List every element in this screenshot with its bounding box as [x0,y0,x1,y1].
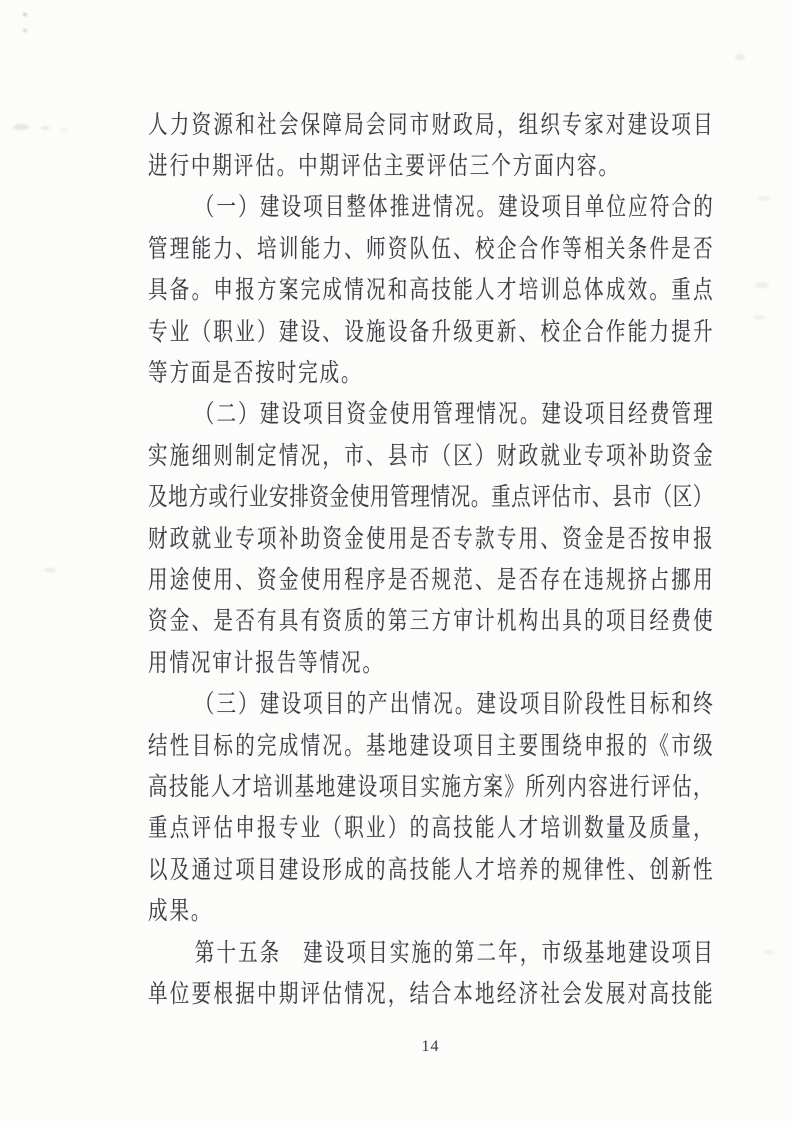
scan-speck [40,126,50,130]
text-line: 结 性 目 标 的 完 成 情 况 。 基 地 建 设 项 目 主 要 围 绕 申 报 的 《 市 级 [148,732,713,760]
text-line: 用情况审计报告等情况。 [148,649,384,677]
text-line: 高 技 能 人 才 培 训 基 地 建 设 项 目 实 施 方 案 》 所 列 内 容 进 行 评 估 ， [148,773,713,801]
text-line: （ 一 ） 建 设 项 目 整 体 推 进 情 况 。 建 设 项 目 单 位 应 符 合 的 [194,194,713,222]
text-line: 人 力 资 源 和 社 会 保 障 局 会 同 市 财 政 局 ， 组 织 专 家 对 建 设 项 目 [148,111,713,139]
text-line: 等方面是否按时完成。 [148,360,363,388]
text-line: 财 政 就 业 专 项 补 助 资 金 使 用 是 否 专 款 专 用 、 资 金 是 否 按 申 报 [148,525,713,553]
text-line: （ 三 ） 建 设 项 目 的 产 出 情 况 。 建 设 项 目 阶 段 性 目 标 和 终 [194,691,713,719]
scan-speck [13,124,29,130]
text-line: 以 及 通 过 项 目 建 设 形 成 的 高 技 能 人 才 培 养 的 规 律 性 、 创 新 性 [148,856,713,884]
scan-speck [23,29,27,32]
text-line: 成果。 [148,898,213,926]
text-line: 重 点 评 估 申 报 专 业 （ 职 业 ） 的 高 技 能 人 才 培 训 数 量 及 质 量 ， [148,815,713,843]
text-line: 及 地 方 或 行 业 安 排 资 金 使 用 管 理 情 况 。 重 点 评 估 市 、 县 市 （ 区 ） [148,484,713,512]
text-line: （ 二 ） 建 设 项 目 资 金 使 用 管 理 情 况 。 建 设 项 目 经 费 管 理 [194,401,713,429]
document-body-text [148,102,793,1013]
scan-speck [735,54,745,60]
text-line: 用 途 使 用 、 资 金 使 用 程 序 是 否 规 范 、 是 否 存 在 违 规 挤 占 挪 用 [148,566,713,594]
text-line: 管 理 能 力 、 培 训 能 力 、 师 资 队 伍 、 校 企 合 作 等 相 关 条 件 是 否 [148,235,713,263]
text-line: 专 业 （ 职 业 ） 建 设 、 设 施 设 备 升 级 更 新 、 校 企 合 作 能 力 提 升 [148,318,713,346]
text-line: 进行中期评估。中期评估主要评估三个方面内容。 [148,153,620,181]
scan-speck [23,13,27,16]
text-line: 第 十 五 条 建 设 项 目 实 施 的 第 二 年 ， 市 级 基 地 建 设 项 目 [194,939,713,967]
text-line: 资 金 、 是 否 有 具 有 资 质 的 第 三 方 审 计 机 构 出 具 的 项 目 经 费 使 [148,608,713,636]
text-line: 具 备 。 申 报 方 案 完 成 情 况 和 高 技 能 人 才 培 训 总 体 成 效 。 重 点 [148,277,713,305]
page-number: 14 [421,1038,440,1055]
text-line: 实 施 细 则 制 定 情 况 ， 市 、 县 市 （ 区 ） 财 政 就 业 专 项 补 助 资 金 [148,442,713,470]
text-line: 单 位 要 根 据 中 期 评 估 情 况 ， 结 合 本 地 经 济 社 会 发 展 对 高 技 能 [148,980,713,1008]
scan-speck [60,128,68,131]
scan-speck [44,568,56,572]
